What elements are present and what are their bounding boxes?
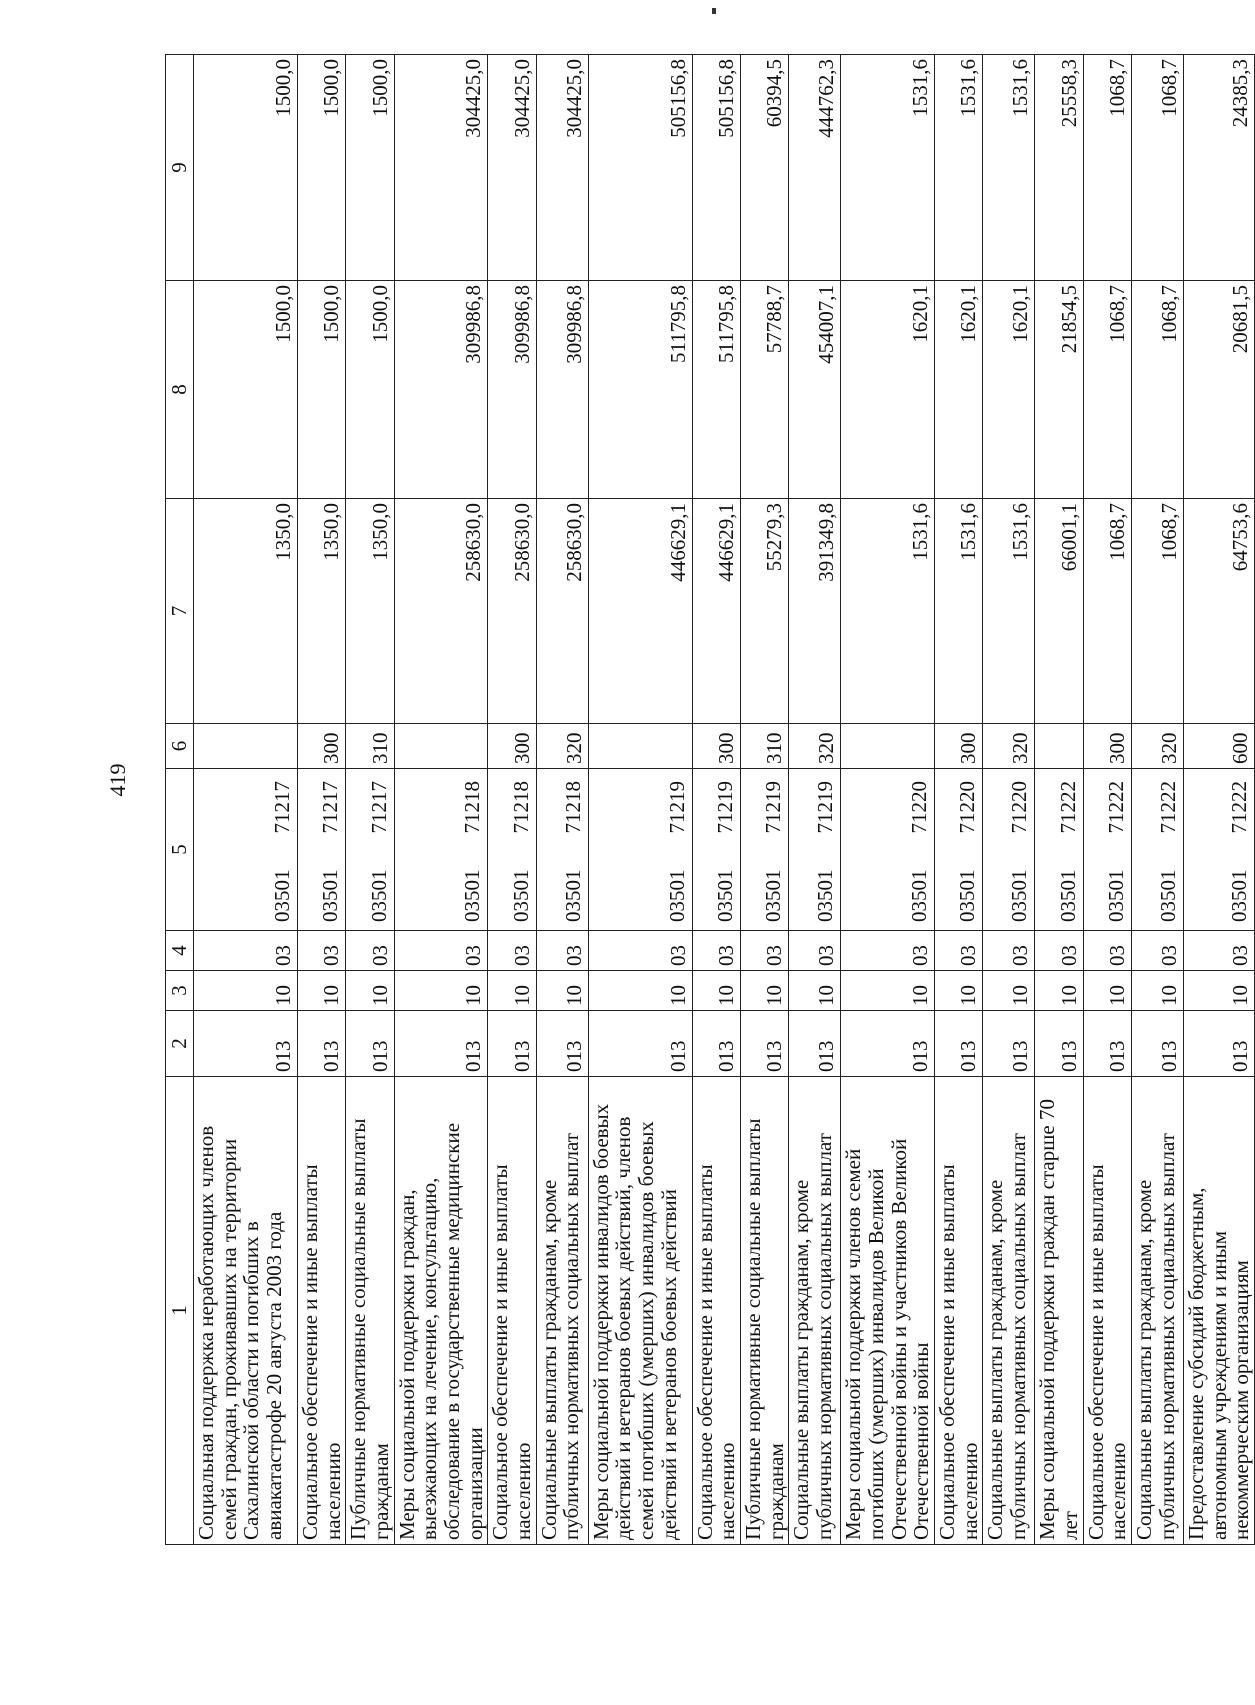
amount-col9: 304425,0 <box>394 55 488 281</box>
header-cell: 9 <box>166 55 194 281</box>
target-item <box>983 769 1035 931</box>
table-row <box>536 55 588 1545</box>
amount-col8: 1500,0 <box>298 281 346 499</box>
amount-col9: 1531,6 <box>983 55 1035 281</box>
subsection-code: 03 <box>194 931 298 971</box>
target-item <box>1132 769 1184 931</box>
table-row <box>1132 55 1184 1545</box>
amount-col9: 304425,0 <box>536 55 588 281</box>
amount-col8: 1500,0 <box>346 281 394 499</box>
target-direction: 71217 <box>366 781 391 834</box>
admin-code: 013 <box>789 1011 841 1077</box>
table-row <box>692 55 740 1545</box>
amount-col8: 1620,1 <box>935 281 983 499</box>
admin-code: 013 <box>536 1011 588 1077</box>
section-code: 10 <box>488 971 536 1011</box>
subsection-code: 03 <box>983 931 1035 971</box>
target-program: 03501 <box>1104 869 1129 922</box>
section-code: 10 <box>394 971 488 1011</box>
amount-col8: 309986,8 <box>394 281 488 499</box>
table-row <box>488 55 536 1545</box>
row-name: Меры социальной поддержки членов семей погибших (умерших) инвалидов Великой Отечественной войны и участников Великой Отечественной войны <box>841 1077 935 1545</box>
header-cell: 2 <box>166 1011 194 1077</box>
section-code: 10 <box>194 971 298 1011</box>
page-number: 419 <box>105 763 130 797</box>
table-row <box>298 55 346 1545</box>
amount-col9: 444762,3 <box>789 55 841 281</box>
expense-type <box>1035 724 1083 769</box>
subsection-code: 03 <box>488 931 536 971</box>
header-cell: 3 <box>166 971 194 1011</box>
expense-type: 300 <box>298 724 346 769</box>
row-name: Социальное обеспечение и иные выплаты населению <box>935 1077 983 1545</box>
row-name: Меры социальной поддержки инвалидов боевых действий и ветеранов боевых действий, членов семей погибших (умерших) инвалидов боевых действий и ветеранов боевых действий <box>588 1077 692 1545</box>
target-item <box>588 769 692 931</box>
target-program: 03501 <box>1055 869 1080 922</box>
amount-col8: 511795,8 <box>692 281 740 499</box>
admin-code: 013 <box>1083 1011 1131 1077</box>
target-direction: 71219 <box>664 781 689 834</box>
subsection-code: 03 <box>789 931 841 971</box>
row-name: Социальные выплаты гражданам, кроме публичных нормативных социальных выплат <box>983 1077 1035 1545</box>
amount-col7: 1531,6 <box>935 499 983 724</box>
header-cell: 1 <box>166 1077 194 1545</box>
target-direction: 71219 <box>813 781 838 834</box>
section-code: 10 <box>1035 971 1083 1011</box>
admin-code: 013 <box>488 1011 536 1077</box>
admin-code: 013 <box>841 1011 935 1077</box>
amount-col9: 1068,7 <box>1083 55 1131 281</box>
target-program: 03501 <box>508 869 533 922</box>
amount-col7: 446629,1 <box>588 499 692 724</box>
subsection-code: 03 <box>298 931 346 971</box>
target-direction: 71217 <box>318 781 343 834</box>
target-direction: 71219 <box>761 781 786 834</box>
section-code: 10 <box>1132 971 1184 1011</box>
amount-col9: 1068,7 <box>1132 55 1184 281</box>
row-name: Социальные выплаты гражданам, кроме публичных нормативных социальных выплат <box>536 1077 588 1545</box>
amount-col7: 391349,8 <box>789 499 841 724</box>
header-row <box>166 55 194 1545</box>
target-program: 03501 <box>813 869 838 922</box>
amount-col8: 1620,1 <box>983 281 1035 499</box>
target-item <box>1035 769 1083 931</box>
section-code: 10 <box>346 971 394 1011</box>
table-row <box>1035 55 1083 1545</box>
expense-type: 300 <box>935 724 983 769</box>
admin-code: 013 <box>741 1011 789 1077</box>
target-program: 03501 <box>955 869 980 922</box>
expense-type <box>841 724 935 769</box>
target-item <box>194 769 298 931</box>
target-item <box>692 769 740 931</box>
admin-code: 013 <box>935 1011 983 1077</box>
table-row <box>1083 55 1131 1545</box>
table-row <box>983 55 1035 1545</box>
row-name: Публичные нормативные социальные выплаты гражданам <box>346 1077 394 1545</box>
target-item <box>741 769 789 931</box>
amount-col7: 1531,6 <box>983 499 1035 724</box>
target-program: 03501 <box>713 869 738 922</box>
table-row <box>1184 55 1255 1545</box>
amount-col9: 1531,6 <box>935 55 983 281</box>
amount-col7: 258630,0 <box>488 499 536 724</box>
admin-code: 013 <box>1132 1011 1184 1077</box>
target-program: 03501 <box>1227 869 1252 922</box>
target-direction: 71218 <box>508 781 533 834</box>
header-cell: 5 <box>166 769 194 931</box>
row-name: Социальное обеспечение и иные выплаты населению <box>1083 1077 1131 1545</box>
amount-col8: 57788,7 <box>741 281 789 499</box>
target-program: 03501 <box>761 869 786 922</box>
target-direction: 71222 <box>1227 781 1252 834</box>
target-direction: 71222 <box>1055 781 1080 834</box>
target-program: 03501 <box>560 869 585 922</box>
amount-col7: 258630,0 <box>394 499 488 724</box>
section-code: 10 <box>789 971 841 1011</box>
table-row <box>789 55 841 1545</box>
target-item <box>346 769 394 931</box>
subsection-code: 03 <box>935 931 983 971</box>
expense-type: 320 <box>1132 724 1184 769</box>
table-row <box>194 55 298 1545</box>
amount-col9: 24385,3 <box>1184 55 1255 281</box>
amount-col8: 309986,8 <box>488 281 536 499</box>
expense-type: 310 <box>346 724 394 769</box>
expense-type: 320 <box>536 724 588 769</box>
expense-type: 300 <box>1083 724 1131 769</box>
subsection-code: 03 <box>1035 931 1083 971</box>
target-item <box>298 769 346 931</box>
section-code: 10 <box>741 971 789 1011</box>
amount-col7: 1068,7 <box>1083 499 1131 724</box>
amount-col9: 505156,8 <box>692 55 740 281</box>
budget-table <box>165 54 1255 1545</box>
subsection-code: 03 <box>841 931 935 971</box>
row-name: Меры социальной поддержки граждан, выезжающих на лечение, консультацию, обследование в государственные медицинские организации <box>394 1077 488 1545</box>
target-program: 03501 <box>270 869 294 922</box>
admin-code: 013 <box>692 1011 740 1077</box>
target-program: 03501 <box>907 869 932 922</box>
table-row <box>935 55 983 1545</box>
amount-col7: 258630,0 <box>536 499 588 724</box>
header-cell: 6 <box>166 724 194 769</box>
table-row <box>394 55 488 1545</box>
amount-col7: 446629,1 <box>692 499 740 724</box>
admin-code: 013 <box>394 1011 488 1077</box>
amount-col8: 21854,5 <box>1035 281 1083 499</box>
amount-col8: 20681,5 <box>1184 281 1255 499</box>
expense-type <box>394 724 488 769</box>
target-direction: 71220 <box>955 781 980 834</box>
target-item <box>789 769 841 931</box>
amount-col8: 309986,8 <box>536 281 588 499</box>
subsection-code: 03 <box>588 931 692 971</box>
expense-type: 310 <box>741 724 789 769</box>
row-name: Социальная поддержка неработающих членов семей граждан, проживавших на территории Сахалинской области и погибших в авиакатастрофе 20 августа 2003 года <box>194 1077 298 1545</box>
target-item <box>1184 769 1255 931</box>
amount-col9: 25558,3 <box>1035 55 1083 281</box>
row-name: Социальное обеспечение и иные выплаты населению <box>488 1077 536 1545</box>
amount-col7: 1350,0 <box>298 499 346 724</box>
amount-col9: 505156,8 <box>588 55 692 281</box>
section-code: 10 <box>841 971 935 1011</box>
target-direction: 71218 <box>460 781 485 834</box>
admin-code: 013 <box>588 1011 692 1077</box>
expense-type <box>588 724 692 769</box>
target-item <box>394 769 488 931</box>
amount-col7: 55279,3 <box>741 499 789 724</box>
target-item <box>841 769 935 931</box>
target-program: 03501 <box>1156 869 1181 922</box>
expense-type: 300 <box>692 724 740 769</box>
row-name: Предоставление субсидий бюджетным, автономным учреждениям и иным некоммерческим организациям <box>1184 1077 1255 1545</box>
header-cell: 8 <box>166 281 194 499</box>
amount-col8: 1620,1 <box>841 281 935 499</box>
amount-col8: 1068,7 <box>1132 281 1184 499</box>
section-code: 10 <box>935 971 983 1011</box>
subsection-code: 03 <box>1184 931 1255 971</box>
expense-type: 300 <box>488 724 536 769</box>
amount-col9: 1531,6 <box>841 55 935 281</box>
rotated-table-container <box>165 55 1254 1545</box>
subsection-code: 03 <box>1132 931 1184 971</box>
amount-col7: 64753,6 <box>1184 499 1255 724</box>
target-program: 03501 <box>318 869 343 922</box>
section-code: 10 <box>298 971 346 1011</box>
row-name: Публичные нормативные социальные выплаты гражданам <box>741 1077 789 1545</box>
amount-col7: 66001,1 <box>1035 499 1083 724</box>
target-direction: 71219 <box>713 781 738 834</box>
target-program: 03501 <box>460 869 485 922</box>
target-item <box>488 769 536 931</box>
subsection-code: 03 <box>692 931 740 971</box>
subsection-code: 03 <box>536 931 588 971</box>
header-cell: 7 <box>166 499 194 724</box>
admin-code: 013 <box>298 1011 346 1077</box>
admin-code: 013 <box>983 1011 1035 1077</box>
target-item <box>536 769 588 931</box>
expense-type: 600 <box>1184 724 1255 769</box>
target-item <box>935 769 983 931</box>
amount-col9: 1500,0 <box>346 55 394 281</box>
expense-type <box>194 724 298 769</box>
section-code: 10 <box>983 971 1035 1011</box>
amount-col8: 454007,1 <box>789 281 841 499</box>
table-row <box>841 55 935 1545</box>
row-name: Социальное обеспечение и иные выплаты населению <box>692 1077 740 1545</box>
amount-col7: 1350,0 <box>346 499 394 724</box>
target-program: 03501 <box>1007 869 1032 922</box>
target-direction: 71220 <box>1007 781 1032 834</box>
amount-col7: 1531,6 <box>841 499 935 724</box>
amount-col8: 511795,8 <box>588 281 692 499</box>
row-name: Социальные выплаты гражданам, кроме публичных нормативных социальных выплат <box>789 1077 841 1545</box>
target-direction: 71218 <box>560 781 585 834</box>
header-cell: 4 <box>166 931 194 971</box>
amount-col7: 1068,7 <box>1132 499 1184 724</box>
amount-col7: 1350,0 <box>194 499 298 724</box>
target-direction: 71222 <box>1156 781 1181 834</box>
amount-col8: 1500,0 <box>194 281 298 499</box>
admin-code: 013 <box>1184 1011 1255 1077</box>
target-program: 03501 <box>664 869 689 922</box>
row-name: Меры социальной поддержки граждан старше 70 лет <box>1035 1077 1083 1545</box>
target-direction: 71222 <box>1104 781 1129 834</box>
admin-code: 013 <box>346 1011 394 1077</box>
amount-col9: 304425,0 <box>488 55 536 281</box>
section-code: 10 <box>1184 971 1255 1011</box>
expense-type: 320 <box>983 724 1035 769</box>
subsection-code: 03 <box>346 931 394 971</box>
target-item <box>1083 769 1131 931</box>
section-code: 10 <box>588 971 692 1011</box>
admin-code: 013 <box>194 1011 298 1077</box>
section-code: 10 <box>536 971 588 1011</box>
table-row <box>346 55 394 1545</box>
amount-col9: 60394,5 <box>741 55 789 281</box>
target-program: 03501 <box>366 869 391 922</box>
expense-type: 320 <box>789 724 841 769</box>
amount-col9: 1500,0 <box>194 55 298 281</box>
scan-speck <box>712 8 716 14</box>
row-name: Социальное обеспечение и иные выплаты населению <box>298 1077 346 1545</box>
amount-col9: 1500,0 <box>298 55 346 281</box>
target-direction: 71220 <box>907 781 932 834</box>
target-direction: 71217 <box>270 781 294 834</box>
row-name: Социальные выплаты гражданам, кроме публичных нормативных социальных выплат <box>1132 1077 1184 1545</box>
amount-col8: 1068,7 <box>1083 281 1131 499</box>
subsection-code: 03 <box>1083 931 1131 971</box>
subsection-code: 03 <box>394 931 488 971</box>
section-code: 10 <box>692 971 740 1011</box>
table-row <box>588 55 692 1545</box>
admin-code: 013 <box>1035 1011 1083 1077</box>
table-row <box>741 55 789 1545</box>
section-code: 10 <box>1083 971 1131 1011</box>
subsection-code: 03 <box>741 931 789 971</box>
